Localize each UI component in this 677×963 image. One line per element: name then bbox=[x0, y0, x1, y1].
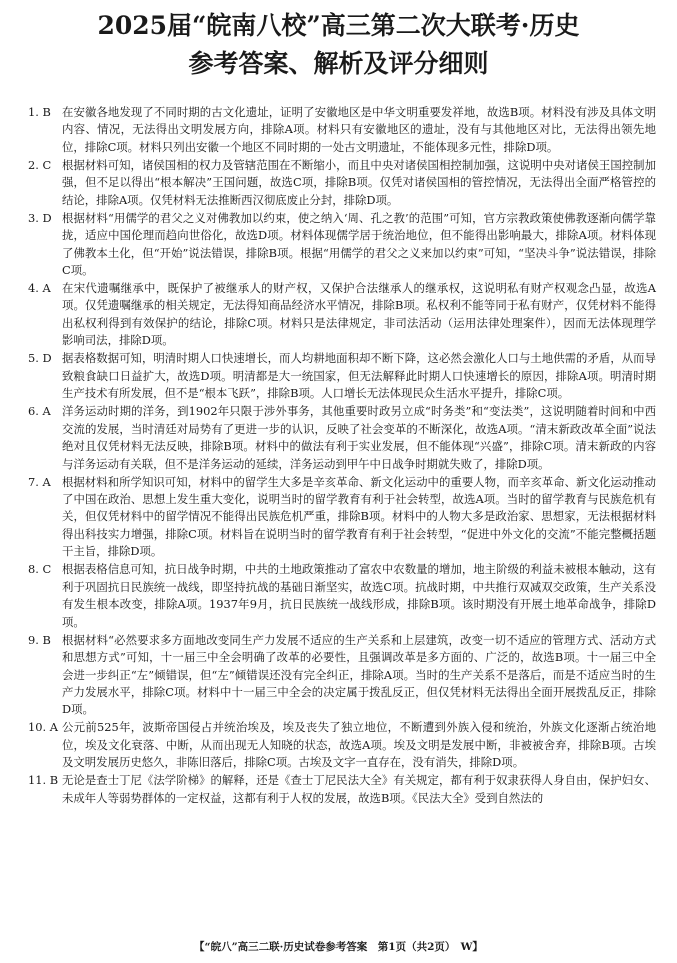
item-text: 无论是查士丁尼《法学阶梯》的解释，还是《查士丁尼民法大全》有关规定，都有利于奴隶获得人身自由，保护妇女、未成年人等弱势群体的一定权益，这都有利于人权的发展，故选B项。《民法大全》受到自然法的 bbox=[62, 773, 656, 805]
item-text: 根据表格信息可知，抗日战争时期，中共的土地政策推动了富农中农数量的增加，地主阶级的利益未被根本触动，这有利于巩固抗日民族统一战线，即坚持抗战的基础日渐坚实，故选C项。抗战时期，中共推行双减双交政策，生产关系没有发生根本改变，排除A项。1937年9月，抗日民族统一战线形成，排除B项。该时期没有开展土地革命战争，排除D项。 bbox=[62, 562, 656, 629]
answer-item bbox=[28, 561, 656, 631]
item-number: 3. D bbox=[28, 210, 52, 225]
answer-list bbox=[28, 104, 656, 808]
answer-item bbox=[28, 210, 656, 280]
answer-item bbox=[28, 104, 656, 156]
item-text: 根据材料可知，诸侯国相的权力及管辖范围在不断缩小，而且中央对诸侯国相控制加强，这说明中央对诸侯王国控制加强，但不足以得出“根本解决”王国问题，故选C项，排除B项。仅凭对诸侯国相的管控情况，无法得出全面严格管控的结论，排除A项。仅凭材料无法推断西汉彻底废止分封，排除D项。 bbox=[62, 157, 656, 207]
page-footer: 【“皖八”高三二联·历史试卷参考答案 第1页（共2页） W】 bbox=[194, 941, 483, 953]
answer-item bbox=[28, 157, 656, 209]
answer-item bbox=[28, 632, 656, 719]
item-number: 6. A bbox=[28, 404, 51, 419]
item-number: 10. A bbox=[28, 720, 58, 735]
item-text: 根据材料“必然要求多方面地改变同生产力发展不适应的生产关系和上层建筑，改变一切不适应的管理方式、活动方式和思想方式”可知，十一届三中全会明确了改革的必要性，且强调改革是多方面的、广泛的，故选B项。十一届三中全会进一步纠正“左”倾错误，但“左”倾错误还没有完全纠正，排除A项。当时的生产关系不是落后，而是不适应当时的生产力发展水平，排除C项。材料中十一届三中全会的决定属于拨乱反正，但仅凭材料无法得出全面开展拨乱反正，排除D项。 bbox=[62, 632, 656, 717]
item-number: 5. D bbox=[28, 351, 52, 366]
item-number: 9. B bbox=[28, 632, 51, 647]
page-title: 2025届“皖南八校”高三第二次大联考·历史 bbox=[97, 11, 580, 40]
item-text: 在安徽各地发现了不同时期的古文化遗址，证明了安徽地区是中华文明重要发祥地，故选B项。材料没有涉及具体文明内容、情况，无法得出文明发展方向，排除A项。材料只有安徽地区的遗址，没有与其他地区对比，无法得出领先地位，排除C项。材料只列出安徽一个地区不同时期的一处古文明遗址，不能体现多元性，排除D项。 bbox=[62, 105, 656, 154]
item-number: 8. C bbox=[28, 562, 52, 577]
answer-item bbox=[28, 474, 656, 561]
answer-item bbox=[28, 280, 656, 350]
item-text: 公元前525年，波斯帝国侵占并统治埃及，埃及丧失了独立地位，不断遭到外族入侵和统治，外族文化逐渐占统治地位，埃及文化衰落、中断，从而出现无人知晓的状态，故选A项。埃及文明是发展中断，非被被舍弃，排除B项。古埃及文明发展历史悠久，非陈旧落后，排除C项。古埃及文字一直存在，没有消失，排除D项。 bbox=[62, 720, 656, 770]
page-subtitle: 参考答案、解析及评分细则 bbox=[188, 49, 489, 78]
item-number: 2. C bbox=[28, 157, 52, 172]
answer-item bbox=[28, 403, 656, 473]
item-text: 根据材料和所学知识可知，材料中的留学生大多是辛亥革命、新文化运动中的重要人物，而辛亥革命、新文化运动推动了中国在政治、思想上发生重大变化，说明当时的留学教育有利于社会转型，故选A项。当时的留学教育与民族危机有关，但仅凭材料中的留学情况不能得出民族危机严重，排除B项。材料中的人物大多是政治家、思想家，无法根据材料得出科技实力增强，排除C项。材料旨在说明当时的留学教育有利于社会转型，“促进中外文化的交流”不能完整概括题干主旨，排除D项。 bbox=[62, 474, 656, 559]
item-text: 在宋代遗嘱继承中，既保护了被继承人的财产权，又保护合法继承人的继承权，这说明私有财产权观念凸显，故选A项。仅凭遗嘱继承的相关规定，无法得知商品经济水平情况，排除B项。私权利不能等同于私有财产，仅凭材料不能得出私权利得到有效保护的结论，排除C项。材料只是法律规定，非司法活动（运用法律处理案件），因而无法体现理学影响司法，排除D项。 bbox=[62, 281, 656, 348]
item-text: 根据材料“用儒学的君父之义对佛教加以约束，使之纳入‘周、孔之教’的范围”可知，官方宗教政策使佛教逐渐向儒学靠拢，适应中国伦理而趋向世俗化，故选D项。材料体现儒学居于统治地位，但不能得出影响最大，排除A项。材料体现了佛教本土化，但“开始”说法错误，排除B项。根据“用儒学的君父之义来加以约束”可知，“坚决斗争”说法错误，排除C项。 bbox=[62, 210, 656, 278]
item-number: 4. A bbox=[28, 281, 51, 296]
item-text: 洋务运动时期的洋务，到1902年只限于涉外事务，其他重要时政另立成“时务类”和“变法类”，这说明随着时间和中西交流的发展，当时清廷对局势有了更进一步的认识，反映了社会变革的不断深化，故选A项。“清末新政改革全面”说法绝对且仅凭材料无法反映，排除B项。材料中的做法有利于实业发展，但不能体现“兴盛”，排除C项。清末新政的内容与洋务运动有关联，但不是洋务运动的延续，洋务运动到甲午中日战争时期就失败了，排除D项。 bbox=[62, 404, 656, 471]
item-text: 据表格数据可知，明清时期人口快速增长，而人均耕地面积却不断下降，这必然会激化人口与土地供需的矛盾，从而导致粮食缺口日益扩大，故选D项。明清都是大一统国家，但无法解释此时期人口快速增长的原因，排除A项。明清时期生产技术有所发展，但不是“根本飞跃”，排除B项。人口增长无法体现民众生活水平提升，排除C项。 bbox=[62, 351, 656, 401]
item-number: 11. B bbox=[28, 773, 59, 788]
answer-item bbox=[28, 772, 656, 807]
answer-item bbox=[28, 350, 656, 402]
item-number: 1. B bbox=[28, 105, 51, 119]
item-number: 7. A bbox=[28, 474, 51, 489]
answer-item bbox=[28, 719, 656, 771]
